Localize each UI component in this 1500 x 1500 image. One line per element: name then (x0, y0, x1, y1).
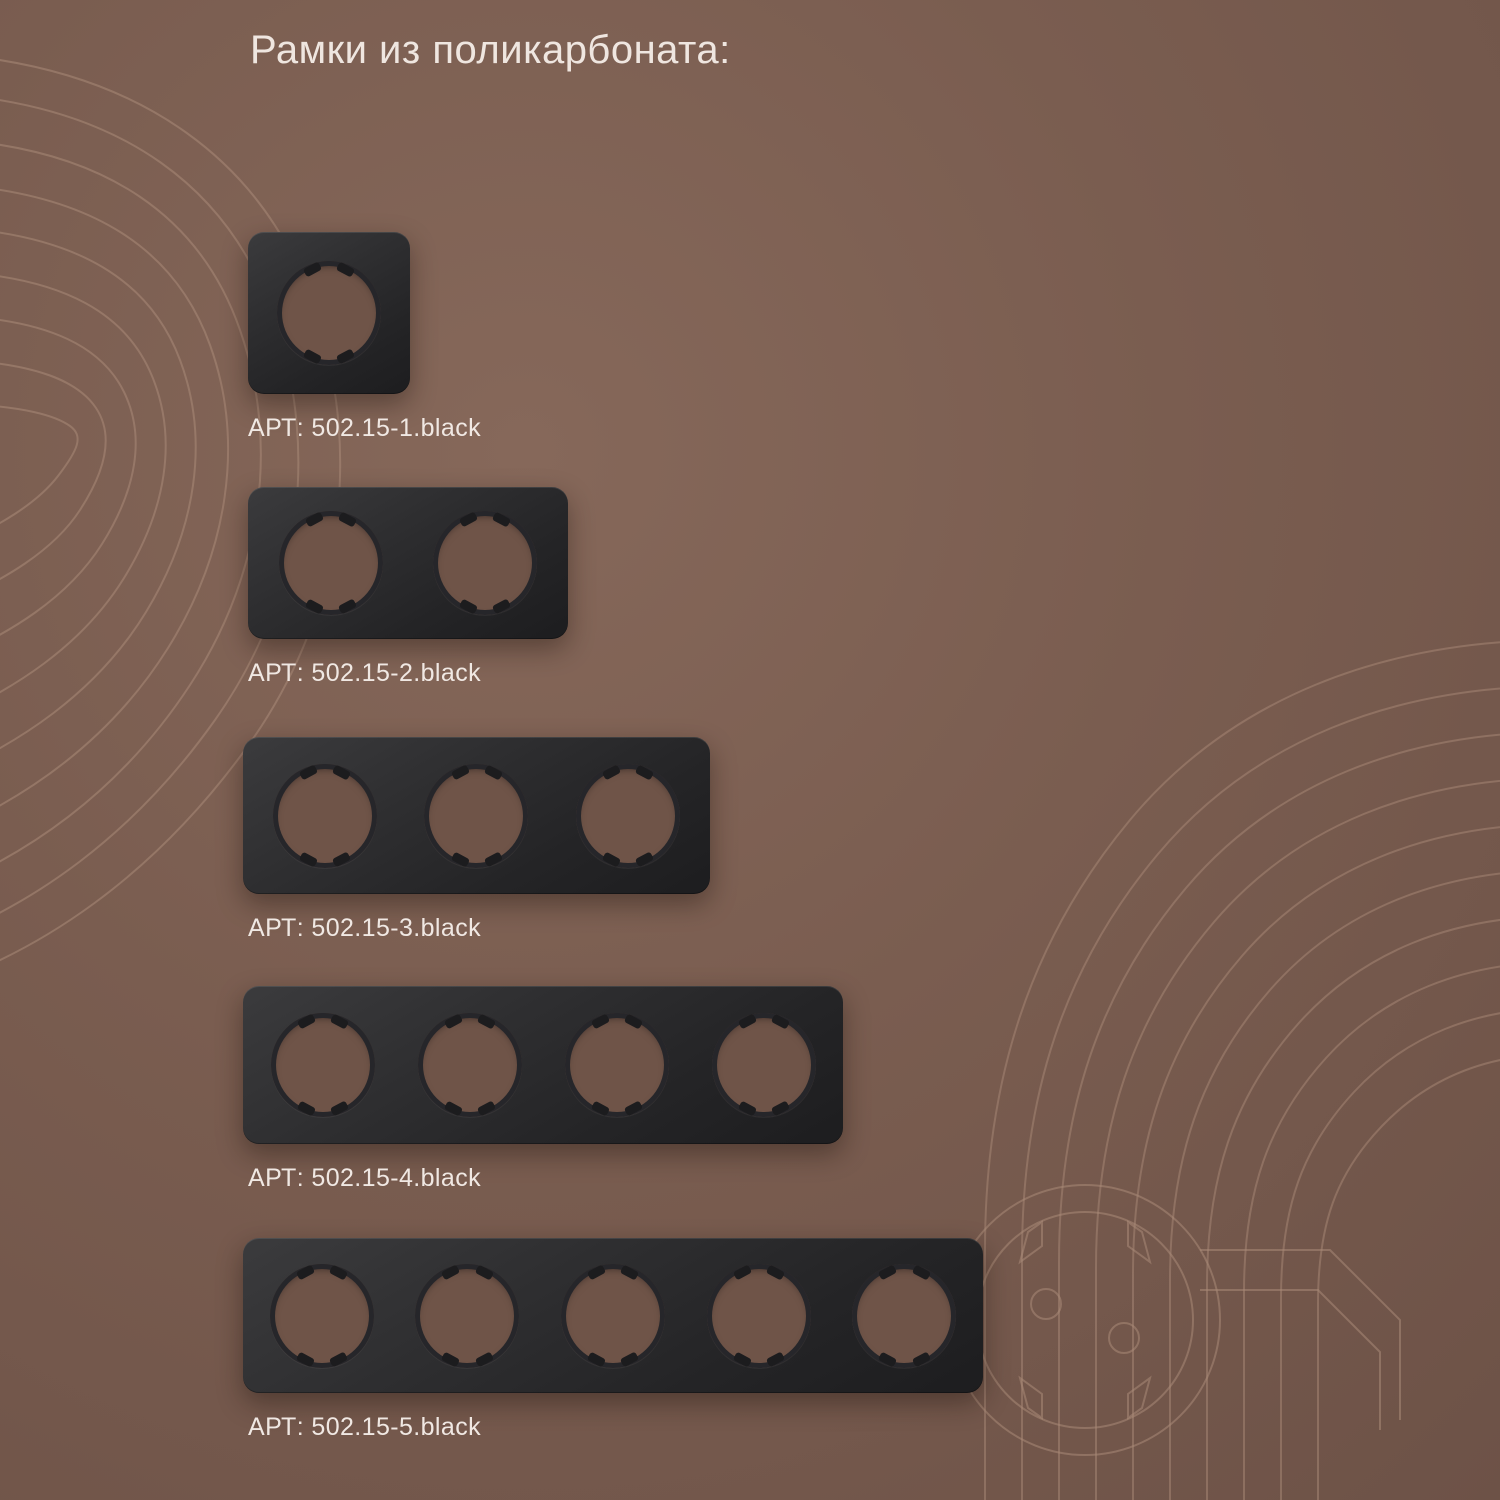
frame-body-4 (243, 986, 843, 1144)
frame-opening (852, 1264, 956, 1368)
clip-tab-icon (296, 1014, 315, 1030)
clip-tab-icon (332, 851, 351, 867)
frame-opening (712, 1013, 816, 1117)
clip-tab-icon (303, 262, 322, 278)
clip-tab-icon (635, 764, 654, 780)
clip-tab-icon (477, 1101, 496, 1117)
product-frame-2[interactable] (248, 487, 568, 687)
clip-tab-icon (299, 851, 318, 867)
clip-tab-icon (329, 1264, 348, 1280)
clip-tab-icon (450, 764, 469, 780)
frame-opening (424, 764, 528, 868)
clip-tab-icon (590, 1014, 609, 1030)
clip-tab-icon (732, 1351, 751, 1367)
frame-body-5 (243, 1238, 983, 1393)
product-caption-1: АРТ: 502.15-1.black (248, 414, 481, 442)
clip-tab-icon (329, 1351, 348, 1367)
frame-opening (576, 764, 680, 868)
product-frame-4[interactable] (243, 986, 843, 1192)
clip-tab-icon (737, 1014, 756, 1030)
clip-tab-icon (635, 851, 654, 867)
clip-tab-icon (911, 1351, 930, 1367)
frame-opening (418, 1013, 522, 1117)
clip-tab-icon (338, 599, 357, 615)
clip-tab-icon (443, 1101, 462, 1117)
clip-tab-icon (330, 1101, 349, 1117)
product-frame-3[interactable] (243, 737, 710, 942)
clip-tab-icon (475, 1264, 494, 1280)
clip-tab-icon (303, 349, 322, 365)
frame-body-3 (243, 737, 710, 894)
clip-tab-icon (587, 1351, 606, 1367)
clip-tab-icon (766, 1351, 785, 1367)
clip-tab-icon (602, 764, 621, 780)
clip-tab-icon (492, 599, 511, 615)
page-title: Рамки из поликарбоната: (250, 28, 731, 72)
product-caption-2: АРТ: 502.15-2.black (248, 659, 481, 687)
clip-tab-icon (878, 1351, 897, 1367)
frame-opening (277, 261, 381, 365)
clip-tab-icon (450, 851, 469, 867)
clip-tab-icon (459, 512, 478, 528)
clip-tab-icon (878, 1264, 897, 1280)
frame-opening (415, 1264, 519, 1368)
clip-tab-icon (911, 1264, 930, 1280)
clip-tab-icon (296, 1101, 315, 1117)
clip-tab-icon (299, 764, 318, 780)
clip-tab-icon (441, 1264, 460, 1280)
product-caption-5: АРТ: 502.15-5.black (248, 1413, 481, 1441)
frame-opening (707, 1264, 811, 1368)
clip-tab-icon (477, 1014, 496, 1030)
clip-tab-icon (332, 764, 351, 780)
clip-tab-icon (484, 851, 503, 867)
clip-tab-icon (305, 512, 324, 528)
clip-tab-icon (624, 1014, 643, 1030)
clip-tab-icon (330, 1014, 349, 1030)
product-frame-1[interactable] (248, 232, 481, 442)
clip-tab-icon (484, 764, 503, 780)
product-frame-5[interactable] (243, 1238, 983, 1441)
clip-tab-icon (305, 599, 324, 615)
clip-tab-icon (766, 1264, 785, 1280)
frame-body-2 (248, 487, 568, 639)
clip-tab-icon (732, 1264, 751, 1280)
clip-tab-icon (587, 1264, 606, 1280)
clip-tab-icon (296, 1264, 315, 1280)
clip-tab-icon (771, 1014, 790, 1030)
frame-body-1 (248, 232, 410, 394)
clip-tab-icon (459, 599, 478, 615)
clip-tab-icon (338, 512, 357, 528)
clip-tab-icon (624, 1101, 643, 1117)
clip-tab-icon (475, 1351, 494, 1367)
clip-tab-icon (336, 262, 355, 278)
clip-tab-icon (590, 1101, 609, 1117)
clip-tab-icon (336, 349, 355, 365)
frame-opening (433, 511, 537, 615)
frame-opening (561, 1264, 665, 1368)
clip-tab-icon (443, 1014, 462, 1030)
frame-opening (565, 1013, 669, 1117)
clip-tab-icon (441, 1351, 460, 1367)
frame-opening (270, 1264, 374, 1368)
clip-tab-icon (620, 1351, 639, 1367)
product-caption-4: АРТ: 502.15-4.black (248, 1164, 481, 1192)
frame-opening (271, 1013, 375, 1117)
clip-tab-icon (602, 851, 621, 867)
product-caption-3: АРТ: 502.15-3.black (248, 914, 481, 942)
clip-tab-icon (620, 1264, 639, 1280)
clip-tab-icon (296, 1351, 315, 1367)
clip-tab-icon (737, 1101, 756, 1117)
frame-opening (273, 764, 377, 868)
clip-tab-icon (771, 1101, 790, 1117)
socket-outline-decoration (950, 1185, 1400, 1455)
frame-opening (279, 511, 383, 615)
clip-tab-icon (492, 512, 511, 528)
